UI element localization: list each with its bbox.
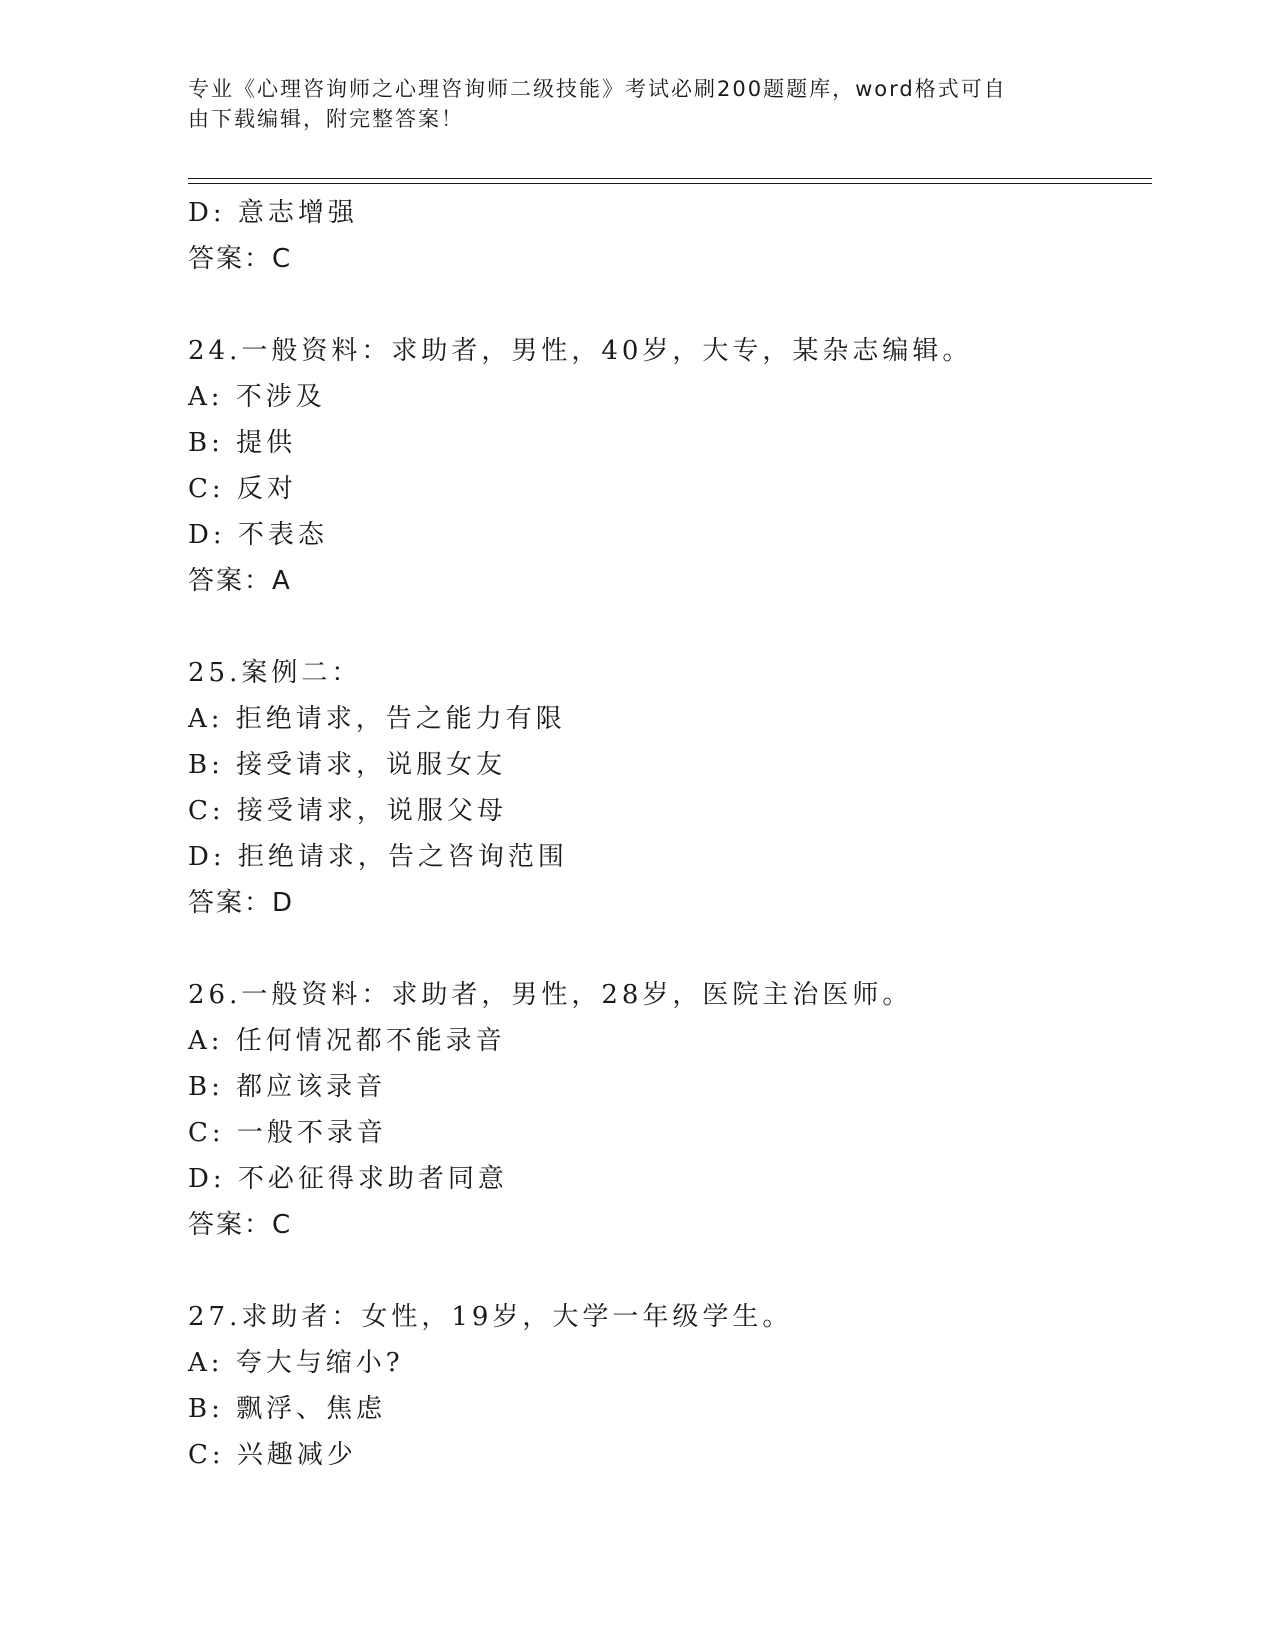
q25-option-a: A: 拒绝请求，告之能力有限 bbox=[188, 704, 566, 734]
q23-answer: 答案：C bbox=[188, 244, 293, 274]
q26-answer: 答案：C bbox=[188, 1210, 293, 1240]
q26-option-b: B: 都应该录音 bbox=[188, 1072, 387, 1102]
q27-option-b: B: 飘浮、焦虑 bbox=[188, 1394, 387, 1424]
q26-option-d: D: 不必征得求助者同意 bbox=[188, 1164, 508, 1194]
header-line-2: 由下载编辑，附完整答案！ bbox=[188, 107, 464, 131]
header-line-1: 专业《心理咨询师之心理咨询师二级技能》考试必刷200题题库，word格式可自 bbox=[188, 77, 1007, 101]
q25-option-c: C: 接受请求，说服父母 bbox=[188, 796, 507, 826]
q26-option-c: C: 一般不录音 bbox=[188, 1118, 387, 1148]
question-list bbox=[188, 190, 1128, 1478]
q27-option-c: C: 兴趣减少 bbox=[188, 1440, 357, 1470]
header-divider-bottom bbox=[188, 183, 1152, 184]
q24-option-d: D: 不表态 bbox=[188, 520, 328, 550]
q24-option-b: B: 提供 bbox=[188, 428, 297, 458]
q27-option-a: A: 夸大与缩小? bbox=[188, 1348, 404, 1378]
q24-option-a: A: 不涉及 bbox=[188, 382, 326, 412]
document-header bbox=[188, 74, 1068, 134]
spacer bbox=[188, 604, 1128, 650]
spacer bbox=[188, 1248, 1128, 1294]
q23-option-d: D: 意志增强 bbox=[188, 198, 358, 228]
q24-question: 24.一般资料：求助者，男性，40岁，大专，某杂志编辑。 bbox=[188, 336, 973, 366]
q25-option-d: D: 拒绝请求，告之咨询范围 bbox=[188, 842, 568, 872]
q26-option-a: A: 任何情况都不能录音 bbox=[188, 1026, 506, 1056]
q25-answer: 答案：D bbox=[188, 888, 295, 918]
q27-question: 27.求助者：女性，19岁，大学一年级学生。 bbox=[188, 1302, 793, 1332]
spacer bbox=[188, 282, 1128, 328]
q24-option-c: C: 反对 bbox=[188, 474, 297, 504]
spacer bbox=[188, 926, 1128, 972]
q26-question: 26.一般资料：求助者，男性，28岁，医院主治医师。 bbox=[188, 980, 913, 1010]
q24-answer: 答案：A bbox=[188, 566, 292, 596]
q25-question: 25.案例二： bbox=[188, 658, 362, 688]
q25-option-b: B: 接受请求，说服女友 bbox=[188, 750, 507, 780]
header-divider-top bbox=[188, 178, 1152, 179]
